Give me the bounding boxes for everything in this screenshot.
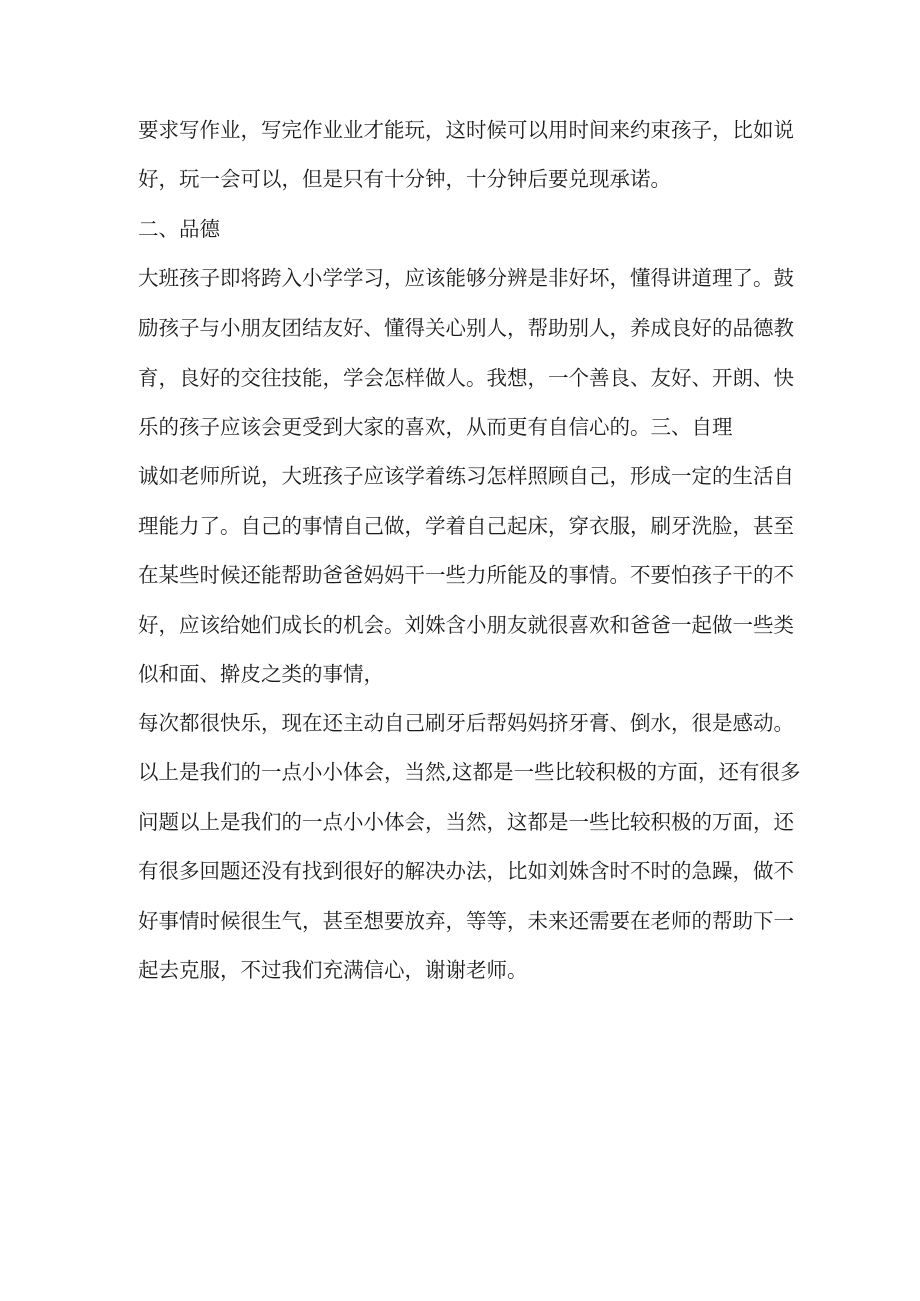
text-line: 乐的孩子应该会更受到大家的喜欢，从而更有自信心的。三、自理 — [138, 415, 733, 439]
text-line: 好事情时候很生气，甚至想要放弃，等等，未来还需要在老师的帮助下一 — [138, 909, 794, 933]
text-line: 诚如老师所说，大班孩子应该学着练习怎样照顾自己，形成一定的生活自 — [138, 464, 794, 488]
text-line: 好，应该给她们成长的机会。刘姝含小朋友就很喜欢和爸爸一起做一些类 — [138, 613, 794, 637]
text-line: 励孩子与小朋友团结友好、懂得关心别人，帮助别人，养成良好的品德教 — [138, 316, 794, 340]
text-line: 以上是我们的一点小小体会，当然,这都是一些比较积极的方面，还有很多 — [138, 760, 801, 784]
text-line: 起去克服，不过我们充满信心，谢谢老师。 — [138, 958, 528, 982]
text-line: 问题以上是我们的一点小小体会，当然，这都是一些比较积极的万面，还 — [138, 810, 794, 834]
section-heading-moral: 二、品德 — [138, 217, 220, 241]
text-line: 有很多回题还没有找到很好的解决办法，比如刘姝含时不时的急躁，做不 — [138, 859, 794, 883]
text-line: 好，玩一会可以，但是只有十分钟，十分钟后要兑现承诺。 — [138, 167, 671, 191]
text-line: 在某些时候还能帮助爸爸妈妈干一些力所能及的事情。不要怕孩子干的不 — [138, 563, 794, 587]
text-line: 理能力了。自己的事情自己做，学着自己起床，穿衣服，刷牙洗脸，甚至 — [138, 514, 794, 538]
text-line: 育，良好的交往技能，学会怎样做人。我想，一个善良、友好、开朗、快 — [138, 366, 794, 390]
text-line: 要求写作业，写完作业业才能玩，这时候可以用时间来约束孩子，比如说 — [138, 118, 794, 142]
text-line: 每次都很快乐，现在还主动自己刷牙后帮妈妈挤牙膏、倒水，很是感动。 — [138, 711, 794, 735]
text-line: 似和面、擀皮之类的事情， — [138, 662, 384, 686]
text-line: 大班孩子即将跨入小学学习，应该能够分辨是非好坏，懂得讲道理了。鼓 — [138, 266, 794, 290]
